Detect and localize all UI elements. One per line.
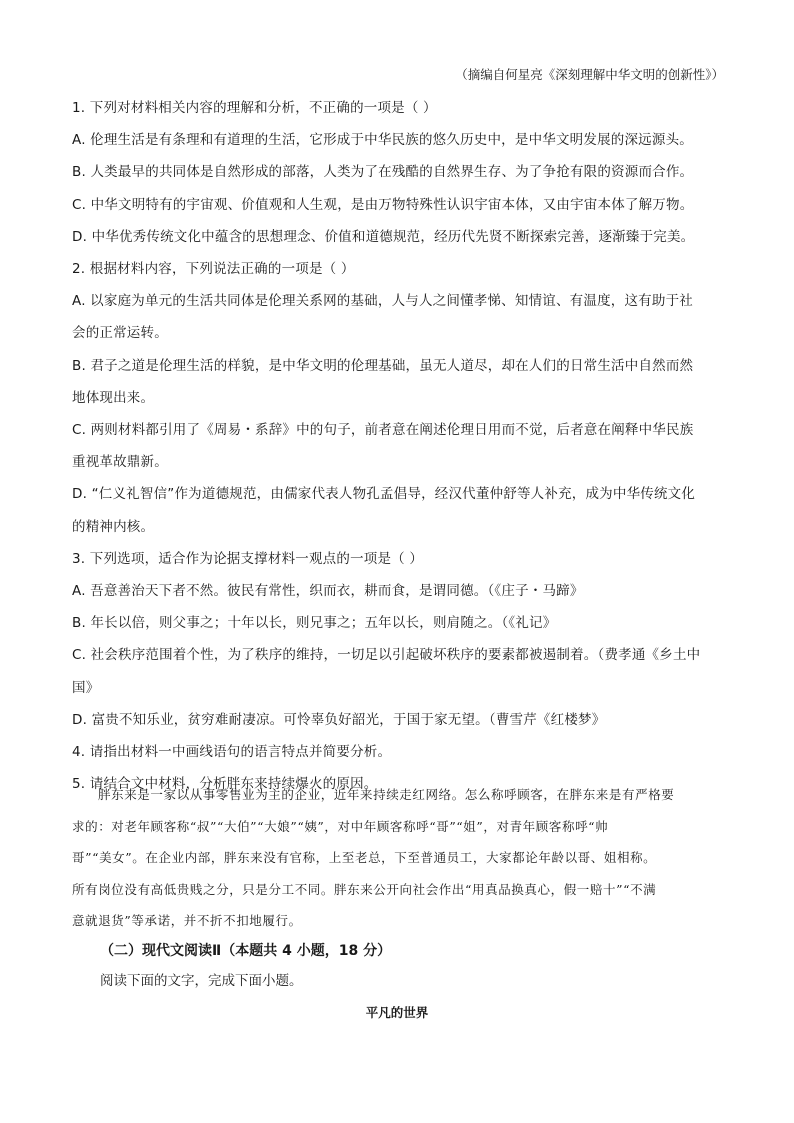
answer-option: A. 以家庭为单元的生活共同体是伦理关系网的基础，人与人之间懂孝悌、知情谊、有温度，这有助于社 [72,293,693,310]
answer-option-continuation: 的精神内核。 [72,518,155,535]
answer-option: C. 社会秩序范围着个性，为了秩序的维持，一切足以引起破坏秩序的要素都被遏制着。（费孝通《乡土中 [72,647,701,664]
answer-option: C. 两则材料都引用了《周易・系辞》中的句子，前者意在阐述伦理日用而不觉，后者意在阐释中华民族 [72,422,694,438]
answer-option: B. 君子之道是伦理生活的样貌，是中华文明的伦理基础，虽无人道尽，却在人们的日常生活中自然而然 [72,357,694,374]
section-intro: 阅读下面的文字，完成下面小题。 [100,973,303,989]
answer-option-continuation: 重视革故鼎新。 [72,454,168,471]
answer-option: C. 中华文明特有的宇宙观、价值观和人生观，是由万物特殊性认识宇宙本体，又由宇宙本体了解万物。 [72,196,694,213]
answer-option-continuation: 国》 [72,679,100,696]
material-line: 所有岗位没有高低贵贱之分，只是分工不同。胖东来公开向社会作出“用真品换真心，假一赔十”“不满 [72,881,657,897]
material-line: 胖东来是一家以从事零售业为主的企业，近年来持续走红网络。怎么称呼顾客，在胖东来是有严格要 [98,787,675,802]
material-line: 哥”“美女”。在企业内部，胖东来没有官称，上至老总，下至普通员工，大家都论年龄以哥、姐相称。 [72,850,657,865]
question-stem: 1. 下列对材料相关内容的理解和分析，不正确的一项是（ ） [72,100,437,116]
answer-option: A. 吾意善治天下者不然。彼民有常性，织而衣，耕而食，是谓同德。（《庄子・马蹄》 [72,583,584,599]
section-heading: （二）现代文阅读Ⅱ（本题共 4 小题，18 分） [100,943,392,959]
answer-option: D. 富贵不知乐业，贫穷难耐凄凉。可怜辜负好韶光，于国于家无望。（曹雪芹《红楼梦》 [72,711,606,728]
source-citation: （摘编自何星亮《深刻理解中华文明的创新性》） [455,67,724,82]
question-stem: 2. 根据材料内容，下列说法正确的一项是（ ） [72,261,355,277]
question-stem: 5. 请结合文中材料，分析胖东来持续爆火的原因。 [72,776,378,793]
answer-option: D. “仁义礼智信”作为道德规范，由儒家代表人物孔孟倡导，经汉代董仲舒等人补充，成为中华传统文化 [72,486,696,503]
answer-option: A. 伦理生活是有条理和有道理的生活，它形成于中华民族的悠久历史中，是中华文明发展的深远源头。 [72,132,693,149]
question-stem: 3. 下列选项，适合作为论据支撑材料一观点的一项是（ ） [72,550,424,567]
answer-option: B. 年长以倍，则父事之；十年以长，则兄事之；五年以长，则肩随之。（《礼记》 [72,615,557,632]
answer-option-continuation: 会的正常运转。 [72,325,168,342]
material-line: 求的：对老年顾客称“叔”“大伯”“大娘”“姨”，对中年顾客称呼“哥”“姐”，对青年顾客称呼“帅 [72,818,609,834]
question-stem: 4. 请指出材料一中画线语句的语言特点并简要分析。 [72,744,392,760]
answer-option-continuation: 地体现出来。 [72,389,155,406]
material-line: 意就退货”等承诺，并不折不扣地履行。 [72,913,302,928]
answer-option: B. 人类最早的共同体是自然形成的部落，人类为了在残酷的自然界生存、为了争抢有限的资源而合作。 [72,164,694,181]
answer-option: D. 中华优秀传统文化中蕴含的思想理念、价值和道德规范，经历代先贤不断探索完善，逐渐臻于完美。 [72,228,695,245]
story-title: 平凡的世界 [365,1005,429,1020]
